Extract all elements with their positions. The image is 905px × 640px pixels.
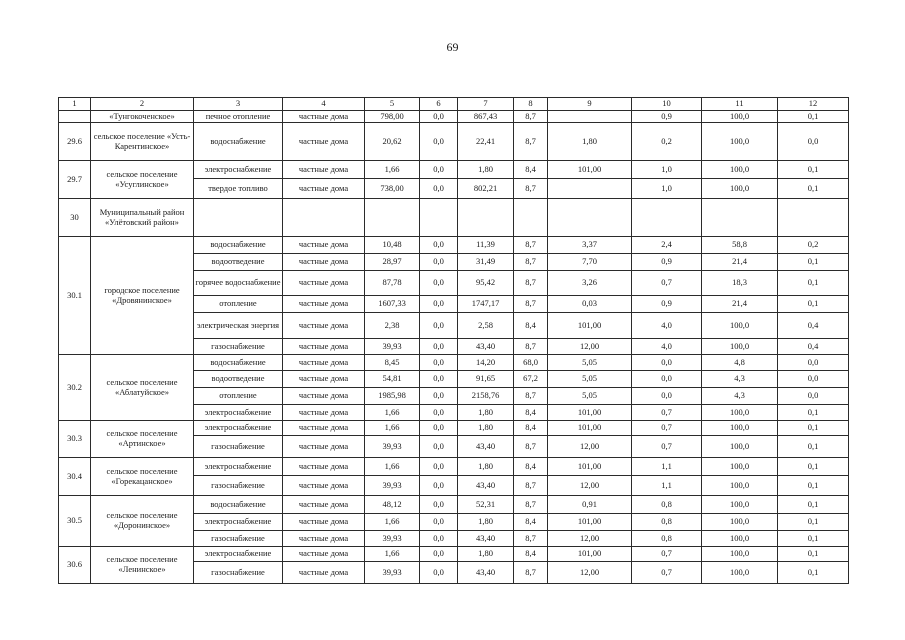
col8-cell bbox=[514, 199, 548, 237]
housing-type-cell: частные дома bbox=[283, 271, 365, 296]
col10-cell: 0,9 bbox=[632, 296, 702, 313]
col9-cell: 101,00 bbox=[548, 547, 632, 562]
row-code-cell: 30.6 bbox=[59, 547, 91, 584]
col11-cell: 100,0 bbox=[702, 514, 778, 531]
col7-cell: 1,80 bbox=[458, 405, 514, 421]
housing-type-cell: частные дома bbox=[283, 111, 365, 123]
settlement-name-cell: сельское поселение «Аблатуйское» bbox=[91, 355, 194, 421]
settlement-name-cell: «Тунгокоченское» bbox=[91, 111, 194, 123]
col12-cell: 0,1 bbox=[778, 405, 849, 421]
col12-cell: 0,4 bbox=[778, 313, 849, 339]
housing-type-cell: частные дома bbox=[283, 458, 365, 476]
col5-cell: 39,93 bbox=[365, 476, 420, 496]
col9-cell: 12,00 bbox=[548, 562, 632, 584]
row-code-cell: 30.1 bbox=[59, 237, 91, 355]
housing-type-cell: частные дома bbox=[283, 254, 365, 271]
col8-cell: 8,4 bbox=[514, 421, 548, 436]
column-number-cell: 7 bbox=[458, 98, 514, 111]
housing-type-cell: частные дома bbox=[283, 531, 365, 547]
col8-cell: 8,7 bbox=[514, 339, 548, 355]
service-cell: водоснабжение bbox=[194, 237, 283, 254]
col11-cell: 100,0 bbox=[702, 161, 778, 179]
service-cell: газоснабжение bbox=[194, 436, 283, 458]
col11-cell: 4,8 bbox=[702, 355, 778, 371]
col8-cell: 8,7 bbox=[514, 237, 548, 254]
col8-cell: 8,7 bbox=[514, 531, 548, 547]
col12-cell: 0,0 bbox=[778, 123, 849, 161]
col12-cell: 0,1 bbox=[778, 421, 849, 436]
col7-cell: 52,31 bbox=[458, 496, 514, 514]
col10-cell: 0,7 bbox=[632, 547, 702, 562]
col9-cell: 5,05 bbox=[548, 355, 632, 371]
col6-cell: 0,0 bbox=[420, 161, 458, 179]
col12-cell: 0,1 bbox=[778, 496, 849, 514]
col6-cell: 0,0 bbox=[420, 355, 458, 371]
col7-cell: 31,49 bbox=[458, 254, 514, 271]
service-cell: твердое топливо bbox=[194, 179, 283, 199]
col5-cell bbox=[365, 199, 420, 237]
col12-cell: 0,1 bbox=[778, 531, 849, 547]
col7-cell: 867,43 bbox=[458, 111, 514, 123]
col6-cell: 0,0 bbox=[420, 421, 458, 436]
row-code-cell: 30.3 bbox=[59, 421, 91, 458]
col5-cell: 1,66 bbox=[365, 161, 420, 179]
col5-cell: 2,38 bbox=[365, 313, 420, 339]
col12-cell: 0,1 bbox=[778, 514, 849, 531]
housing-type-cell: частные дома bbox=[283, 476, 365, 496]
col6-cell bbox=[420, 199, 458, 237]
col11-cell: 100,0 bbox=[702, 436, 778, 458]
col8-cell: 8,7 bbox=[514, 476, 548, 496]
settlement-name-cell: сельское поселение «Горекацанское» bbox=[91, 458, 194, 496]
service-cell: газоснабжение bbox=[194, 339, 283, 355]
col6-cell: 0,0 bbox=[420, 111, 458, 123]
service-cell: водоотведение bbox=[194, 254, 283, 271]
col10-cell: 0,0 bbox=[632, 388, 702, 405]
col11-cell: 4,3 bbox=[702, 371, 778, 388]
col10-cell: 4,0 bbox=[632, 313, 702, 339]
col5-cell: 39,93 bbox=[365, 436, 420, 458]
col11-cell: 100,0 bbox=[702, 421, 778, 436]
col5-cell: 87,78 bbox=[365, 271, 420, 296]
col12-cell: 0,1 bbox=[778, 547, 849, 562]
col9-cell: 1,80 bbox=[548, 123, 632, 161]
col7-cell: 43,40 bbox=[458, 562, 514, 584]
column-number-cell: 1 bbox=[59, 98, 91, 111]
settlement-name-cell: сельское поселение «Доронинское» bbox=[91, 496, 194, 547]
table-row bbox=[59, 496, 849, 514]
housing-type-cell: частные дома bbox=[283, 496, 365, 514]
col11-cell: 100,0 bbox=[702, 562, 778, 584]
col5-cell: 39,93 bbox=[365, 562, 420, 584]
col12-cell: 0,1 bbox=[778, 111, 849, 123]
housing-type-cell: частные дома bbox=[283, 161, 365, 179]
col8-cell: 8,4 bbox=[514, 161, 548, 179]
col7-cell: 1,80 bbox=[458, 547, 514, 562]
col10-cell bbox=[632, 199, 702, 237]
col11-cell: 100,0 bbox=[702, 123, 778, 161]
col5-cell: 1,66 bbox=[365, 547, 420, 562]
col7-cell bbox=[458, 199, 514, 237]
col9-cell: 101,00 bbox=[548, 313, 632, 339]
col5-cell: 1,66 bbox=[365, 405, 420, 421]
col8-cell: 8,7 bbox=[514, 254, 548, 271]
col5-cell: 1,66 bbox=[365, 421, 420, 436]
col6-cell: 0,0 bbox=[420, 123, 458, 161]
column-number-cell: 9 bbox=[548, 98, 632, 111]
housing-type-cell: частные дома bbox=[283, 562, 365, 584]
col8-cell: 8,7 bbox=[514, 388, 548, 405]
col12-cell: 0,0 bbox=[778, 388, 849, 405]
col5-cell: 48,12 bbox=[365, 496, 420, 514]
col5-cell: 39,93 bbox=[365, 531, 420, 547]
col9-cell: 0,91 bbox=[548, 496, 632, 514]
col8-cell: 8,7 bbox=[514, 562, 548, 584]
col12-cell: 0,1 bbox=[778, 476, 849, 496]
service-cell bbox=[194, 199, 283, 237]
column-number-cell: 3 bbox=[194, 98, 283, 111]
col5-cell: 10,48 bbox=[365, 237, 420, 254]
col12-cell: 0,1 bbox=[778, 179, 849, 199]
col11-cell: 100,0 bbox=[702, 339, 778, 355]
row-code-cell: 30.2 bbox=[59, 355, 91, 421]
column-number-cell: 10 bbox=[632, 98, 702, 111]
settlement-name-cell: Муниципальный район «Улётовский район» bbox=[91, 199, 194, 237]
col10-cell: 1,1 bbox=[632, 476, 702, 496]
col9-cell: 101,00 bbox=[548, 161, 632, 179]
col7-cell: 43,40 bbox=[458, 339, 514, 355]
service-cell: газоснабжение bbox=[194, 562, 283, 584]
col9-cell: 12,00 bbox=[548, 436, 632, 458]
col6-cell: 0,0 bbox=[420, 388, 458, 405]
col9-cell: 12,00 bbox=[548, 339, 632, 355]
col10-cell: 0,2 bbox=[632, 123, 702, 161]
housing-type-cell: частные дома bbox=[283, 514, 365, 531]
housing-type-cell: частные дома bbox=[283, 237, 365, 254]
table-row bbox=[59, 123, 849, 161]
col11-cell: 100,0 bbox=[702, 458, 778, 476]
col6-cell: 0,0 bbox=[420, 436, 458, 458]
col12-cell: 0,1 bbox=[778, 271, 849, 296]
settlement-name-cell: сельское поселение «Усуглинское» bbox=[91, 161, 194, 199]
service-cell: электроснабжение bbox=[194, 161, 283, 179]
col9-cell: 101,00 bbox=[548, 421, 632, 436]
col11-cell: 100,0 bbox=[702, 476, 778, 496]
col8-cell: 8,4 bbox=[514, 514, 548, 531]
settlement-name-cell: сельское поселение «Усть-Карентинское» bbox=[91, 123, 194, 161]
table-row bbox=[59, 547, 849, 562]
col7-cell: 802,21 bbox=[458, 179, 514, 199]
col6-cell: 0,0 bbox=[420, 547, 458, 562]
housing-type-cell: частные дома bbox=[283, 339, 365, 355]
col9-cell: 7,70 bbox=[548, 254, 632, 271]
col7-cell: 1,80 bbox=[458, 514, 514, 531]
col6-cell: 0,0 bbox=[420, 254, 458, 271]
col6-cell: 0,0 bbox=[420, 313, 458, 339]
col12-cell bbox=[778, 199, 849, 237]
col5-cell: 1,66 bbox=[365, 514, 420, 531]
col7-cell: 2,58 bbox=[458, 313, 514, 339]
row-code-cell bbox=[59, 111, 91, 123]
housing-type-cell: частные дома bbox=[283, 355, 365, 371]
col8-cell: 67,2 bbox=[514, 371, 548, 388]
data-table bbox=[58, 97, 849, 584]
col10-cell: 2,4 bbox=[632, 237, 702, 254]
service-cell: водоотведение bbox=[194, 371, 283, 388]
page-number: 69 bbox=[446, 40, 459, 54]
col10-cell: 1,0 bbox=[632, 161, 702, 179]
service-cell: электроснабжение bbox=[194, 405, 283, 421]
col10-cell: 0,7 bbox=[632, 271, 702, 296]
col7-cell: 43,40 bbox=[458, 531, 514, 547]
service-cell: газоснабжение bbox=[194, 531, 283, 547]
col9-cell: 101,00 bbox=[548, 458, 632, 476]
column-number-cell: 8 bbox=[514, 98, 548, 111]
col10-cell: 0,8 bbox=[632, 514, 702, 531]
row-code-cell: 30 bbox=[59, 199, 91, 237]
settlement-name-cell: городское поселение «Дровянинское» bbox=[91, 237, 194, 355]
row-code-cell: 30.4 bbox=[59, 458, 91, 496]
service-cell: водоснабжение bbox=[194, 355, 283, 371]
housing-type-cell: частные дома bbox=[283, 436, 365, 458]
col10-cell: 0,0 bbox=[632, 355, 702, 371]
col11-cell: 100,0 bbox=[702, 179, 778, 199]
service-cell: горячее водоснабжение bbox=[194, 271, 283, 296]
col10-cell: 0,0 bbox=[632, 371, 702, 388]
col6-cell: 0,0 bbox=[420, 237, 458, 254]
service-cell: водоснабжение bbox=[194, 123, 283, 161]
row-code-cell: 30.5 bbox=[59, 496, 91, 547]
col5-cell: 738,00 bbox=[365, 179, 420, 199]
column-number-cell: 2 bbox=[91, 98, 194, 111]
col7-cell: 22,41 bbox=[458, 123, 514, 161]
column-number-cell: 11 bbox=[702, 98, 778, 111]
col6-cell: 0,0 bbox=[420, 339, 458, 355]
col6-cell: 0,0 bbox=[420, 531, 458, 547]
col11-cell: 58,8 bbox=[702, 237, 778, 254]
col12-cell: 0,0 bbox=[778, 371, 849, 388]
col12-cell: 0,1 bbox=[778, 161, 849, 179]
col5-cell: 8,45 bbox=[365, 355, 420, 371]
col10-cell: 4,0 bbox=[632, 339, 702, 355]
col5-cell: 1607,33 bbox=[365, 296, 420, 313]
col11-cell: 21,4 bbox=[702, 296, 778, 313]
housing-type-cell bbox=[283, 199, 365, 237]
col6-cell: 0,0 bbox=[420, 496, 458, 514]
housing-type-cell: частные дома bbox=[283, 405, 365, 421]
col12-cell: 0,1 bbox=[778, 436, 849, 458]
col10-cell: 0,9 bbox=[632, 111, 702, 123]
col5-cell: 20,62 bbox=[365, 123, 420, 161]
service-cell: электроснабжение bbox=[194, 547, 283, 562]
col7-cell: 1,80 bbox=[458, 421, 514, 436]
col5-cell: 28,97 bbox=[365, 254, 420, 271]
col8-cell: 8,7 bbox=[514, 496, 548, 514]
row-code-cell: 29.6 bbox=[59, 123, 91, 161]
col7-cell: 1,80 bbox=[458, 458, 514, 476]
col11-cell: 21,4 bbox=[702, 254, 778, 271]
col9-cell bbox=[548, 179, 632, 199]
column-number-cell: 12 bbox=[778, 98, 849, 111]
col8-cell: 8,7 bbox=[514, 111, 548, 123]
col12-cell: 0,4 bbox=[778, 339, 849, 355]
col10-cell: 0,8 bbox=[632, 496, 702, 514]
col6-cell: 0,0 bbox=[420, 271, 458, 296]
col10-cell: 1,0 bbox=[632, 179, 702, 199]
col8-cell: 8,7 bbox=[514, 296, 548, 313]
settlement-name-cell: сельское поселение «Артинское» bbox=[91, 421, 194, 458]
col8-cell: 8,4 bbox=[514, 547, 548, 562]
table-row bbox=[59, 421, 849, 436]
housing-type-cell: частные дома bbox=[283, 547, 365, 562]
col6-cell: 0,0 bbox=[420, 179, 458, 199]
table-row bbox=[59, 111, 849, 123]
col10-cell: 0,7 bbox=[632, 562, 702, 584]
col9-cell: 0,03 bbox=[548, 296, 632, 313]
col12-cell: 0,2 bbox=[778, 237, 849, 254]
service-cell: печное отопление bbox=[194, 111, 283, 123]
col11-cell: 100,0 bbox=[702, 531, 778, 547]
col7-cell: 43,40 bbox=[458, 476, 514, 496]
col7-cell: 2158,76 bbox=[458, 388, 514, 405]
col10-cell: 1,1 bbox=[632, 458, 702, 476]
col7-cell: 91,65 bbox=[458, 371, 514, 388]
housing-type-cell: частные дома bbox=[283, 123, 365, 161]
service-cell: отопление bbox=[194, 296, 283, 313]
col6-cell: 0,0 bbox=[420, 514, 458, 531]
col12-cell: 0,1 bbox=[778, 562, 849, 584]
col8-cell: 68,0 bbox=[514, 355, 548, 371]
col9-cell: 12,00 bbox=[548, 531, 632, 547]
col11-cell: 4,3 bbox=[702, 388, 778, 405]
table-row bbox=[59, 458, 849, 476]
service-cell: газоснабжение bbox=[194, 476, 283, 496]
col8-cell: 8,7 bbox=[514, 271, 548, 296]
housing-type-cell: частные дома bbox=[283, 179, 365, 199]
col9-cell: 101,00 bbox=[548, 405, 632, 421]
col8-cell: 8,4 bbox=[514, 313, 548, 339]
col7-cell: 95,42 bbox=[458, 271, 514, 296]
table-body bbox=[59, 98, 849, 584]
col5-cell: 1,66 bbox=[365, 458, 420, 476]
service-cell: электроснабжение bbox=[194, 421, 283, 436]
service-cell: электрическая энергия bbox=[194, 313, 283, 339]
housing-type-cell: частные дома bbox=[283, 421, 365, 436]
col6-cell: 0,0 bbox=[420, 371, 458, 388]
col7-cell: 14,20 bbox=[458, 355, 514, 371]
col6-cell: 0,0 bbox=[420, 296, 458, 313]
col8-cell: 8,7 bbox=[514, 123, 548, 161]
col11-cell: 100,0 bbox=[702, 496, 778, 514]
col10-cell: 0,8 bbox=[632, 531, 702, 547]
row-code-cell: 29.7 bbox=[59, 161, 91, 199]
column-number-cell: 4 bbox=[283, 98, 365, 111]
col5-cell: 54,81 bbox=[365, 371, 420, 388]
col5-cell: 798,00 bbox=[365, 111, 420, 123]
col6-cell: 0,0 bbox=[420, 562, 458, 584]
col8-cell: 8,7 bbox=[514, 179, 548, 199]
housing-type-cell: частные дома bbox=[283, 371, 365, 388]
col9-cell: 12,00 bbox=[548, 476, 632, 496]
column-number-cell: 5 bbox=[365, 98, 420, 111]
table-row bbox=[59, 199, 849, 237]
col10-cell: 0,7 bbox=[632, 421, 702, 436]
col7-cell: 11,39 bbox=[458, 237, 514, 254]
col11-cell: 100,0 bbox=[702, 313, 778, 339]
col8-cell: 8,7 bbox=[514, 436, 548, 458]
col6-cell: 0,0 bbox=[420, 458, 458, 476]
col5-cell: 1985,98 bbox=[365, 388, 420, 405]
housing-type-cell: частные дома bbox=[283, 388, 365, 405]
col11-cell: 100,0 bbox=[702, 111, 778, 123]
service-cell: отопление bbox=[194, 388, 283, 405]
table-row bbox=[59, 161, 849, 179]
settlement-name-cell: сельское поселение «Ленинское» bbox=[91, 547, 194, 584]
col7-cell: 1,80 bbox=[458, 161, 514, 179]
col10-cell: 0,7 bbox=[632, 436, 702, 458]
table-row bbox=[59, 355, 849, 371]
col9-cell bbox=[548, 111, 632, 123]
service-cell: электроснабжение bbox=[194, 514, 283, 531]
service-cell: водоснабжение bbox=[194, 496, 283, 514]
col9-cell: 3,26 bbox=[548, 271, 632, 296]
col9-cell: 5,05 bbox=[548, 371, 632, 388]
col10-cell: 0,9 bbox=[632, 254, 702, 271]
col8-cell: 8,4 bbox=[514, 458, 548, 476]
col7-cell: 43,40 bbox=[458, 436, 514, 458]
col6-cell: 0,0 bbox=[420, 405, 458, 421]
col12-cell: 0,1 bbox=[778, 296, 849, 313]
table-row bbox=[59, 237, 849, 254]
col6-cell: 0,0 bbox=[420, 476, 458, 496]
col10-cell: 0,7 bbox=[632, 405, 702, 421]
col12-cell: 0,0 bbox=[778, 355, 849, 371]
column-number-cell: 6 bbox=[420, 98, 458, 111]
col9-cell: 5,05 bbox=[548, 388, 632, 405]
col12-cell: 0,1 bbox=[778, 254, 849, 271]
col9-cell: 101,00 bbox=[548, 514, 632, 531]
col11-cell: 18,3 bbox=[702, 271, 778, 296]
service-cell: электроснабжение bbox=[194, 458, 283, 476]
column-number-row bbox=[59, 98, 849, 111]
col7-cell: 1747,17 bbox=[458, 296, 514, 313]
col8-cell: 8,4 bbox=[514, 405, 548, 421]
col11-cell: 100,0 bbox=[702, 547, 778, 562]
col11-cell bbox=[702, 199, 778, 237]
housing-type-cell: частные дома bbox=[283, 313, 365, 339]
col12-cell: 0,1 bbox=[778, 458, 849, 476]
col9-cell bbox=[548, 199, 632, 237]
col5-cell: 39,93 bbox=[365, 339, 420, 355]
col11-cell: 100,0 bbox=[702, 405, 778, 421]
housing-type-cell: частные дома bbox=[283, 296, 365, 313]
col9-cell: 3,37 bbox=[548, 237, 632, 254]
